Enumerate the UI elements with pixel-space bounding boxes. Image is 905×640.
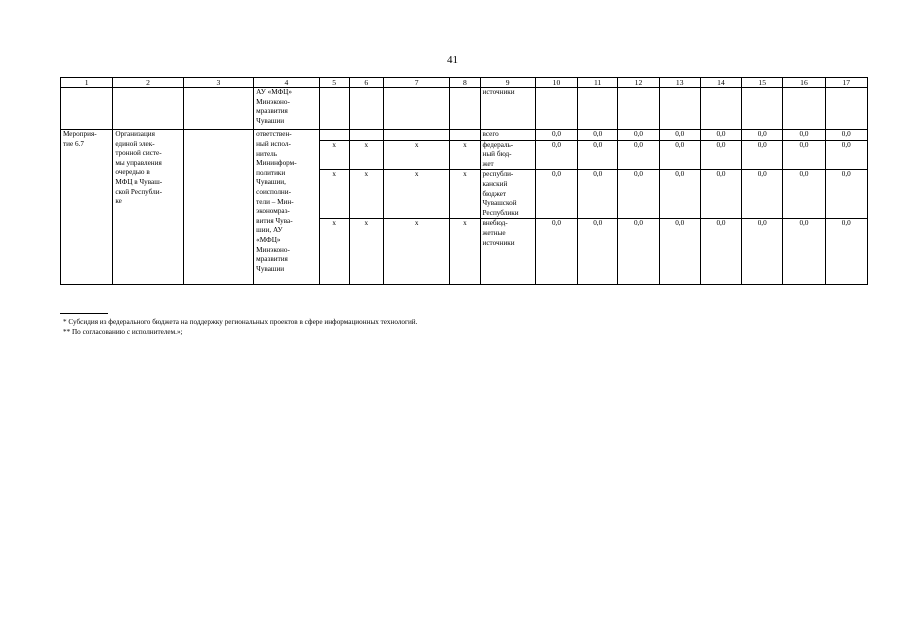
amount-cell: 0,0 [535, 219, 577, 285]
mark-cell: х [319, 170, 349, 219]
amount-cell: 0,0 [618, 130, 659, 141]
mark-cell [383, 130, 449, 141]
amount-cell: 0,0 [535, 170, 577, 219]
column-number-14: 14 [700, 78, 741, 88]
mark-cell: х [383, 170, 449, 219]
amount-cell: 0,0 [783, 130, 825, 141]
funding-source: федераль- ный бюд- жет [480, 140, 535, 170]
column-number-17: 17 [825, 78, 867, 88]
activity-code: Мероприя- тие 6.7 [61, 130, 113, 285]
amount-cell: 0,0 [535, 130, 577, 141]
continuation-executor: АУ «МФЦ» Минэконо- мразвития Чувашии [254, 88, 319, 130]
activity-row-total [61, 130, 868, 141]
footnote-2: ** По согласованию с исполнителем.»; [63, 328, 183, 336]
amount-cell: 0,0 [578, 170, 618, 219]
amount-cell: 0,0 [783, 140, 825, 170]
amount-cell: 0,0 [783, 170, 825, 219]
column-number-2: 2 [113, 78, 183, 88]
column-number-7: 7 [383, 78, 449, 88]
footnote-rule [60, 313, 108, 314]
amount-cell: 0,0 [742, 130, 783, 141]
column-number-15: 15 [742, 78, 783, 88]
amount-cell: 0,0 [578, 130, 618, 141]
column-number-12: 12 [618, 78, 659, 88]
column-number-6: 6 [349, 78, 383, 88]
page-number: 41 [447, 54, 458, 66]
column-number-10: 10 [535, 78, 577, 88]
amount-cell: 0,0 [659, 140, 700, 170]
amount-cell: 0,0 [825, 170, 867, 219]
mark-cell: х [319, 140, 349, 170]
amount-cell: 0,0 [742, 170, 783, 219]
column-number-3: 3 [183, 78, 253, 88]
mark-cell: х [349, 140, 383, 170]
activity-col3 [183, 130, 253, 285]
budget-table [60, 77, 868, 285]
amount-cell: 0,0 [618, 140, 659, 170]
amount-cell: 0,0 [700, 130, 741, 141]
amount-cell: 0,0 [825, 130, 867, 141]
amount-cell: 0,0 [618, 219, 659, 285]
mark-cell: х [319, 219, 349, 285]
activity-responsible-top: ответствен- [254, 130, 319, 141]
mark-cell: х [450, 140, 480, 170]
column-number-16: 16 [783, 78, 825, 88]
column-number-9: 9 [480, 78, 535, 88]
continuation-row [61, 88, 868, 130]
column-number-1: 1 [61, 78, 113, 88]
amount-cell: 0,0 [700, 219, 741, 285]
footnote-1: * Субсидия из федерального бюджета на поддержку региональных проектов в сфере информационных технологий. [63, 318, 418, 326]
column-number-4: 4 [254, 78, 319, 88]
amount-cell: 0,0 [783, 219, 825, 285]
amount-cell: 0,0 [659, 219, 700, 285]
mark-cell [319, 130, 349, 141]
column-number-13: 13 [659, 78, 700, 88]
amount-cell: 0,0 [825, 140, 867, 170]
amount-cell: 0,0 [825, 219, 867, 285]
activity-responsible: ный испол- нитель Мининформ- политики Чувашии, соисполни- тели – Мин- экономраз- вития Чува- шии, АУ «МФЦ» Минэконо- мразвития Чувашии [254, 140, 319, 285]
amount-cell: 0,0 [659, 170, 700, 219]
amount-cell: 0,0 [659, 130, 700, 141]
mark-cell: х [349, 170, 383, 219]
activity-name: Организация единой элек- тронной систе- мы управления очередью в МФЦ в Чуваш- ской Республи- ке [113, 130, 183, 285]
amount-cell: 0,0 [742, 140, 783, 170]
footnotes [60, 313, 417, 337]
amount-cell: 0,0 [578, 140, 618, 170]
amount-cell: 0,0 [700, 170, 741, 219]
amount-cell: 0,0 [535, 140, 577, 170]
mark-cell: х [450, 219, 480, 285]
mark-cell: х [349, 219, 383, 285]
column-number-11: 11 [578, 78, 618, 88]
column-number-5: 5 [319, 78, 349, 88]
funding-source: республи- канский бюджет Чувашской Республики [480, 170, 535, 219]
amount-cell: 0,0 [618, 170, 659, 219]
mark-cell: х [383, 219, 449, 285]
amount-cell: 0,0 [700, 140, 741, 170]
funding-source: внебюд- жетные источники [480, 219, 535, 285]
mark-cell: х [450, 170, 480, 219]
column-number-row [61, 78, 868, 88]
continuation-source: источники [480, 88, 535, 130]
mark-cell [349, 130, 383, 141]
column-number-8: 8 [450, 78, 480, 88]
mark-cell [450, 130, 480, 141]
funding-source: всего [480, 130, 535, 141]
amount-cell: 0,0 [742, 219, 783, 285]
mark-cell: х [383, 140, 449, 170]
amount-cell: 0,0 [578, 219, 618, 285]
